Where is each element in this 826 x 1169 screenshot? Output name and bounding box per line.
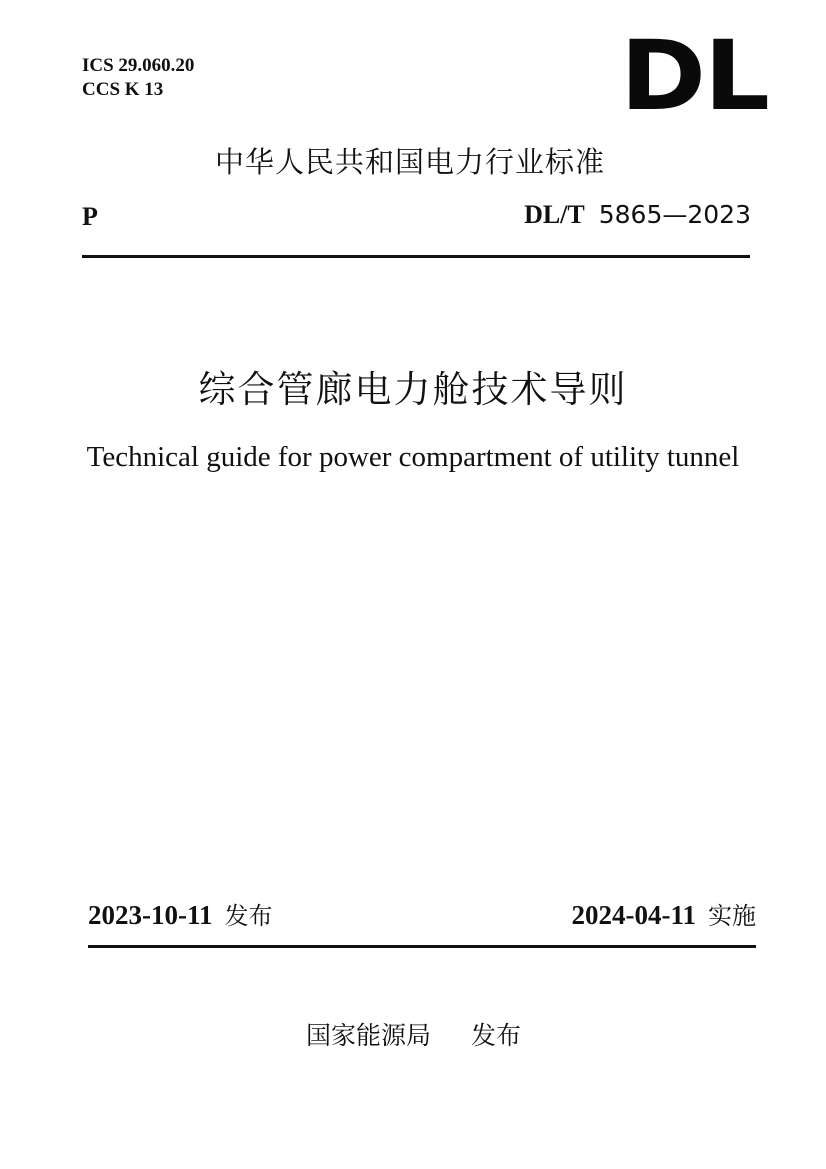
publisher-organization: 国家能源局: [306, 1021, 432, 1050]
issue-date-block: [88, 898, 273, 934]
standard-number-prefix: DL/T: [524, 200, 585, 229]
document-title-chinese: 综合管廊电力舱技术导则: [198, 368, 628, 411]
standard-category: P: [82, 202, 98, 231]
publisher-action: 发布: [471, 1021, 522, 1050]
document-title-english: Technical guide for power compartment of utility tunnel: [86, 441, 740, 473]
classification-codes: [82, 54, 194, 102]
dl-logo: DL: [620, 20, 768, 132]
publisher-line: [306, 1018, 521, 1054]
implementation-label: 实施: [708, 902, 756, 930]
ics-code: ICS 29.060.20: [82, 55, 195, 76]
implementation-date: 2024-04-11: [571, 900, 696, 930]
issue-date: 2023-10-11: [88, 900, 213, 930]
standard-number-value: 5865—2023: [598, 200, 751, 229]
ccs-code: CCS K 13: [82, 79, 164, 100]
implementation-date-block: [572, 898, 757, 934]
standard-type-text: 中华人民共和国电力行业标准: [214, 145, 605, 179]
standard-number: [524, 198, 751, 232]
standard-type-heading: [0, 142, 826, 182]
top-divider: [82, 255, 750, 258]
bottom-divider: [88, 945, 756, 948]
issue-label: 发布: [224, 902, 273, 930]
